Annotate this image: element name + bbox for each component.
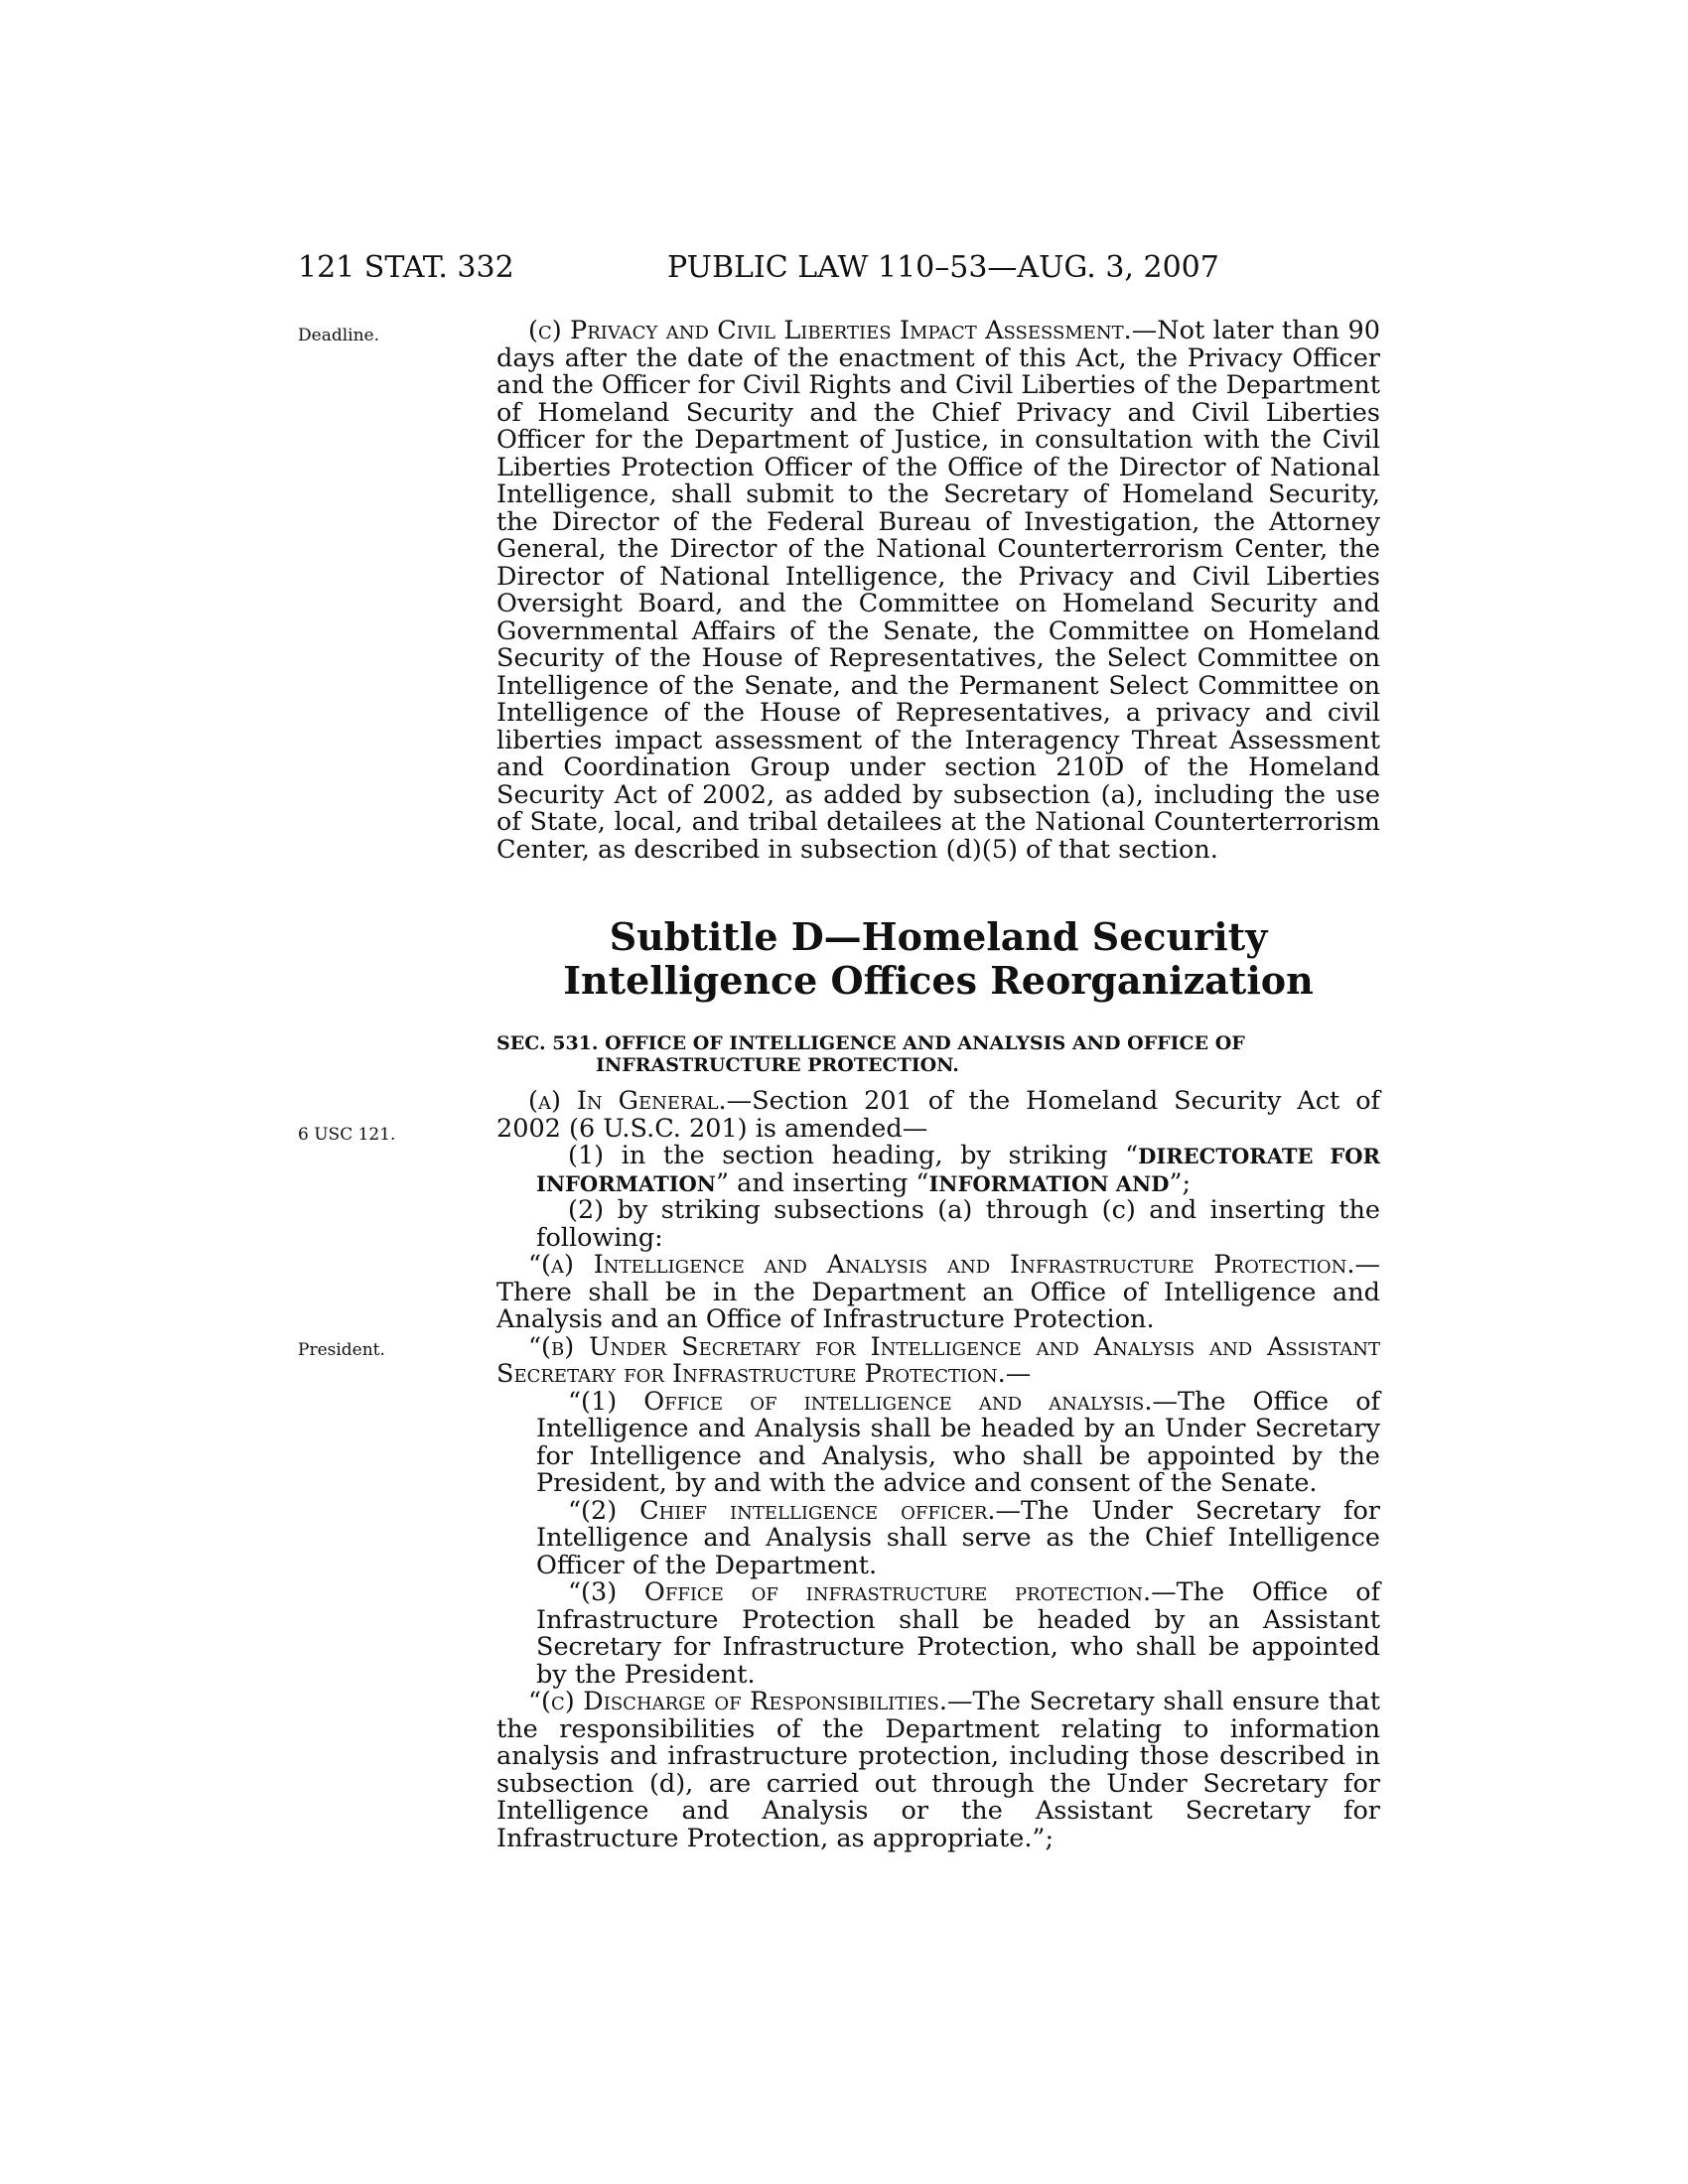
quoted-a-text: —There shall be in the Department an Office of Intelligence and Analysis and an Office of Infrastructure Protection. — [496, 1250, 1380, 1334]
quoted-paragraph-1 — [496, 1386, 1380, 1498]
quoted-paragraph-3 — [496, 1579, 1380, 1689]
amendment-item-2: (2) by striking subsections (a) through (c) and inserting the following: — [536, 1195, 1380, 1253]
item-1-inserted-heading: INFORMATION AND — [928, 1170, 1170, 1196]
item-1-struck-heading: DIRECTORATE FOR INFORMATION — [536, 1144, 1380, 1196]
item-1-text-end: ”; — [1169, 1167, 1192, 1198]
subtitle-heading — [496, 915, 1380, 1003]
quoted-b-dash: — — [1005, 1359, 1032, 1389]
quoted-a-heading: “(a) Intelligence and Analysis and Infrastructure Protection. — [528, 1250, 1355, 1280]
public-law-title: PUBLIC LAW 110–53—AUG. 3, 2007 — [667, 250, 1219, 285]
item-1-text-start: (1) in the section heading, by striking “ — [568, 1141, 1139, 1170]
section-c-paragraph — [496, 318, 1380, 864]
section-c-body: —Not later than 90 days after the date of the enactment of this Act, the Privacy Officer and the Officer for Civil Rights and Civil Liberties of the Department of Homeland Security and the Chief Privacy and Civil Liberties Officer for the Department of Justice, in consultation with the Civil Liberties Protection Officer of the Office of the Director of National Intelligence, shall submit to the Secretary of Homeland Security, the Director of the Federal Bureau of Investigation, the Attorney General, the Director of the National Counterterrorism Center, the Director of National Intelligence, the Privacy and Civil Liberties Oversight Board, and the Committee on Homeland Security and Governmental Affairs of the Senate, the Committee on Homeland Security of the House of Representatives, the Select Committee on Intelligence of the Senate, and the Permanent Select Committee on Intelligence of the House of Representatives, a privacy and civil liberties impact assessment of the Interagency Threat Assessment and Coordination Group under section 210D of the Homeland Security Act of 2002, as added by subsection (a), including the use of State, local, and tribal detailees at the National Counterterrorism Center, as described in subsection (d)(5) of that section. — [496, 316, 1381, 865]
margin-note-president: President. — [298, 1340, 385, 1360]
item-1-text-mid: ” and inserting “ — [716, 1167, 929, 1198]
subtitle-line-2: Intelligence Offices Reorganization — [563, 958, 1314, 1003]
quoted-3-heading: “(3) Office of infrastructure protection. — [568, 1577, 1152, 1607]
section-531-heading — [496, 1032, 1380, 1076]
page-header — [0, 250, 1688, 290]
margin-note-usc: 6 USC 121. — [298, 1125, 396, 1145]
section-c-heading: (c) Privacy and Civil Liberties Impact Assessment. — [528, 316, 1132, 345]
subsection-a-text: —Section 201 of the Homeland Security Act of 2002 (6 U.S.C. 201) is amended— — [496, 1086, 1380, 1144]
quoted-2-heading: “(2) Chief intelligence officer. — [568, 1495, 996, 1526]
quoted-2-text: —The Under Secretary for Intelligence and Analysis shall serve as the Chief Intelligence Officer of the Department. — [536, 1495, 1380, 1580]
quoted-subsection-a — [496, 1252, 1380, 1334]
quoted-1-text: —The Office of Intelligence and Analysis shall be headed by an Under Secretary for Intelligence and Analysis, who shall be appointed by the President, by and with the advice and consent of the Senate. — [536, 1386, 1380, 1498]
quoted-b-heading: “(b) Under Secretary for Intelligence and Analysis and Assistant Secretary for Infrastructure Protection. — [496, 1331, 1380, 1389]
subsection-a-heading: (a) In General. — [528, 1086, 727, 1116]
section-531-body — [496, 1088, 1380, 1852]
section-531-line-2: INFRASTRUCTURE PROTECTION. — [596, 1054, 959, 1076]
quoted-1-heading: “(1) Office of intelligence and analysis. — [568, 1386, 1153, 1417]
subtitle-line-1: Subtitle D—Homeland Security — [609, 914, 1268, 959]
quoted-3-text: —The Office of Infrastructure Protection shall be headed by an Assistant Secretary for Infrastructure Protection, who shall be appointed by the President. — [536, 1577, 1381, 1690]
margin-note-deadline: Deadline. — [298, 326, 379, 345]
quoted-c-text: —The Secretary shall ensure that the responsibilities of the Department relating to information analysis and infrastructure protection, including those described in subsection (d), are carried out through the Under Secretary for Intelligence and Analysis or the Assistant Secretary for Infrastructure Protection, as appropriate.”; — [496, 1687, 1380, 1853]
section-531-line-1: SEC. 531. OFFICE OF INTELLIGENCE AND ANALYSIS AND OFFICE OF — [496, 1032, 1245, 1054]
amendment-item-1 — [496, 1143, 1380, 1197]
section-c-text — [496, 318, 1380, 864]
statute-page-number: 121 STAT. 332 — [298, 250, 514, 285]
quoted-c-heading: “(c) Discharge of Responsibilities. — [528, 1687, 947, 1716]
quoted-subsection-b — [496, 1331, 1380, 1389]
quoted-subsection-c — [496, 1689, 1380, 1852]
subsection-a — [496, 1088, 1380, 1143]
quoted-paragraph-2 — [496, 1495, 1380, 1580]
